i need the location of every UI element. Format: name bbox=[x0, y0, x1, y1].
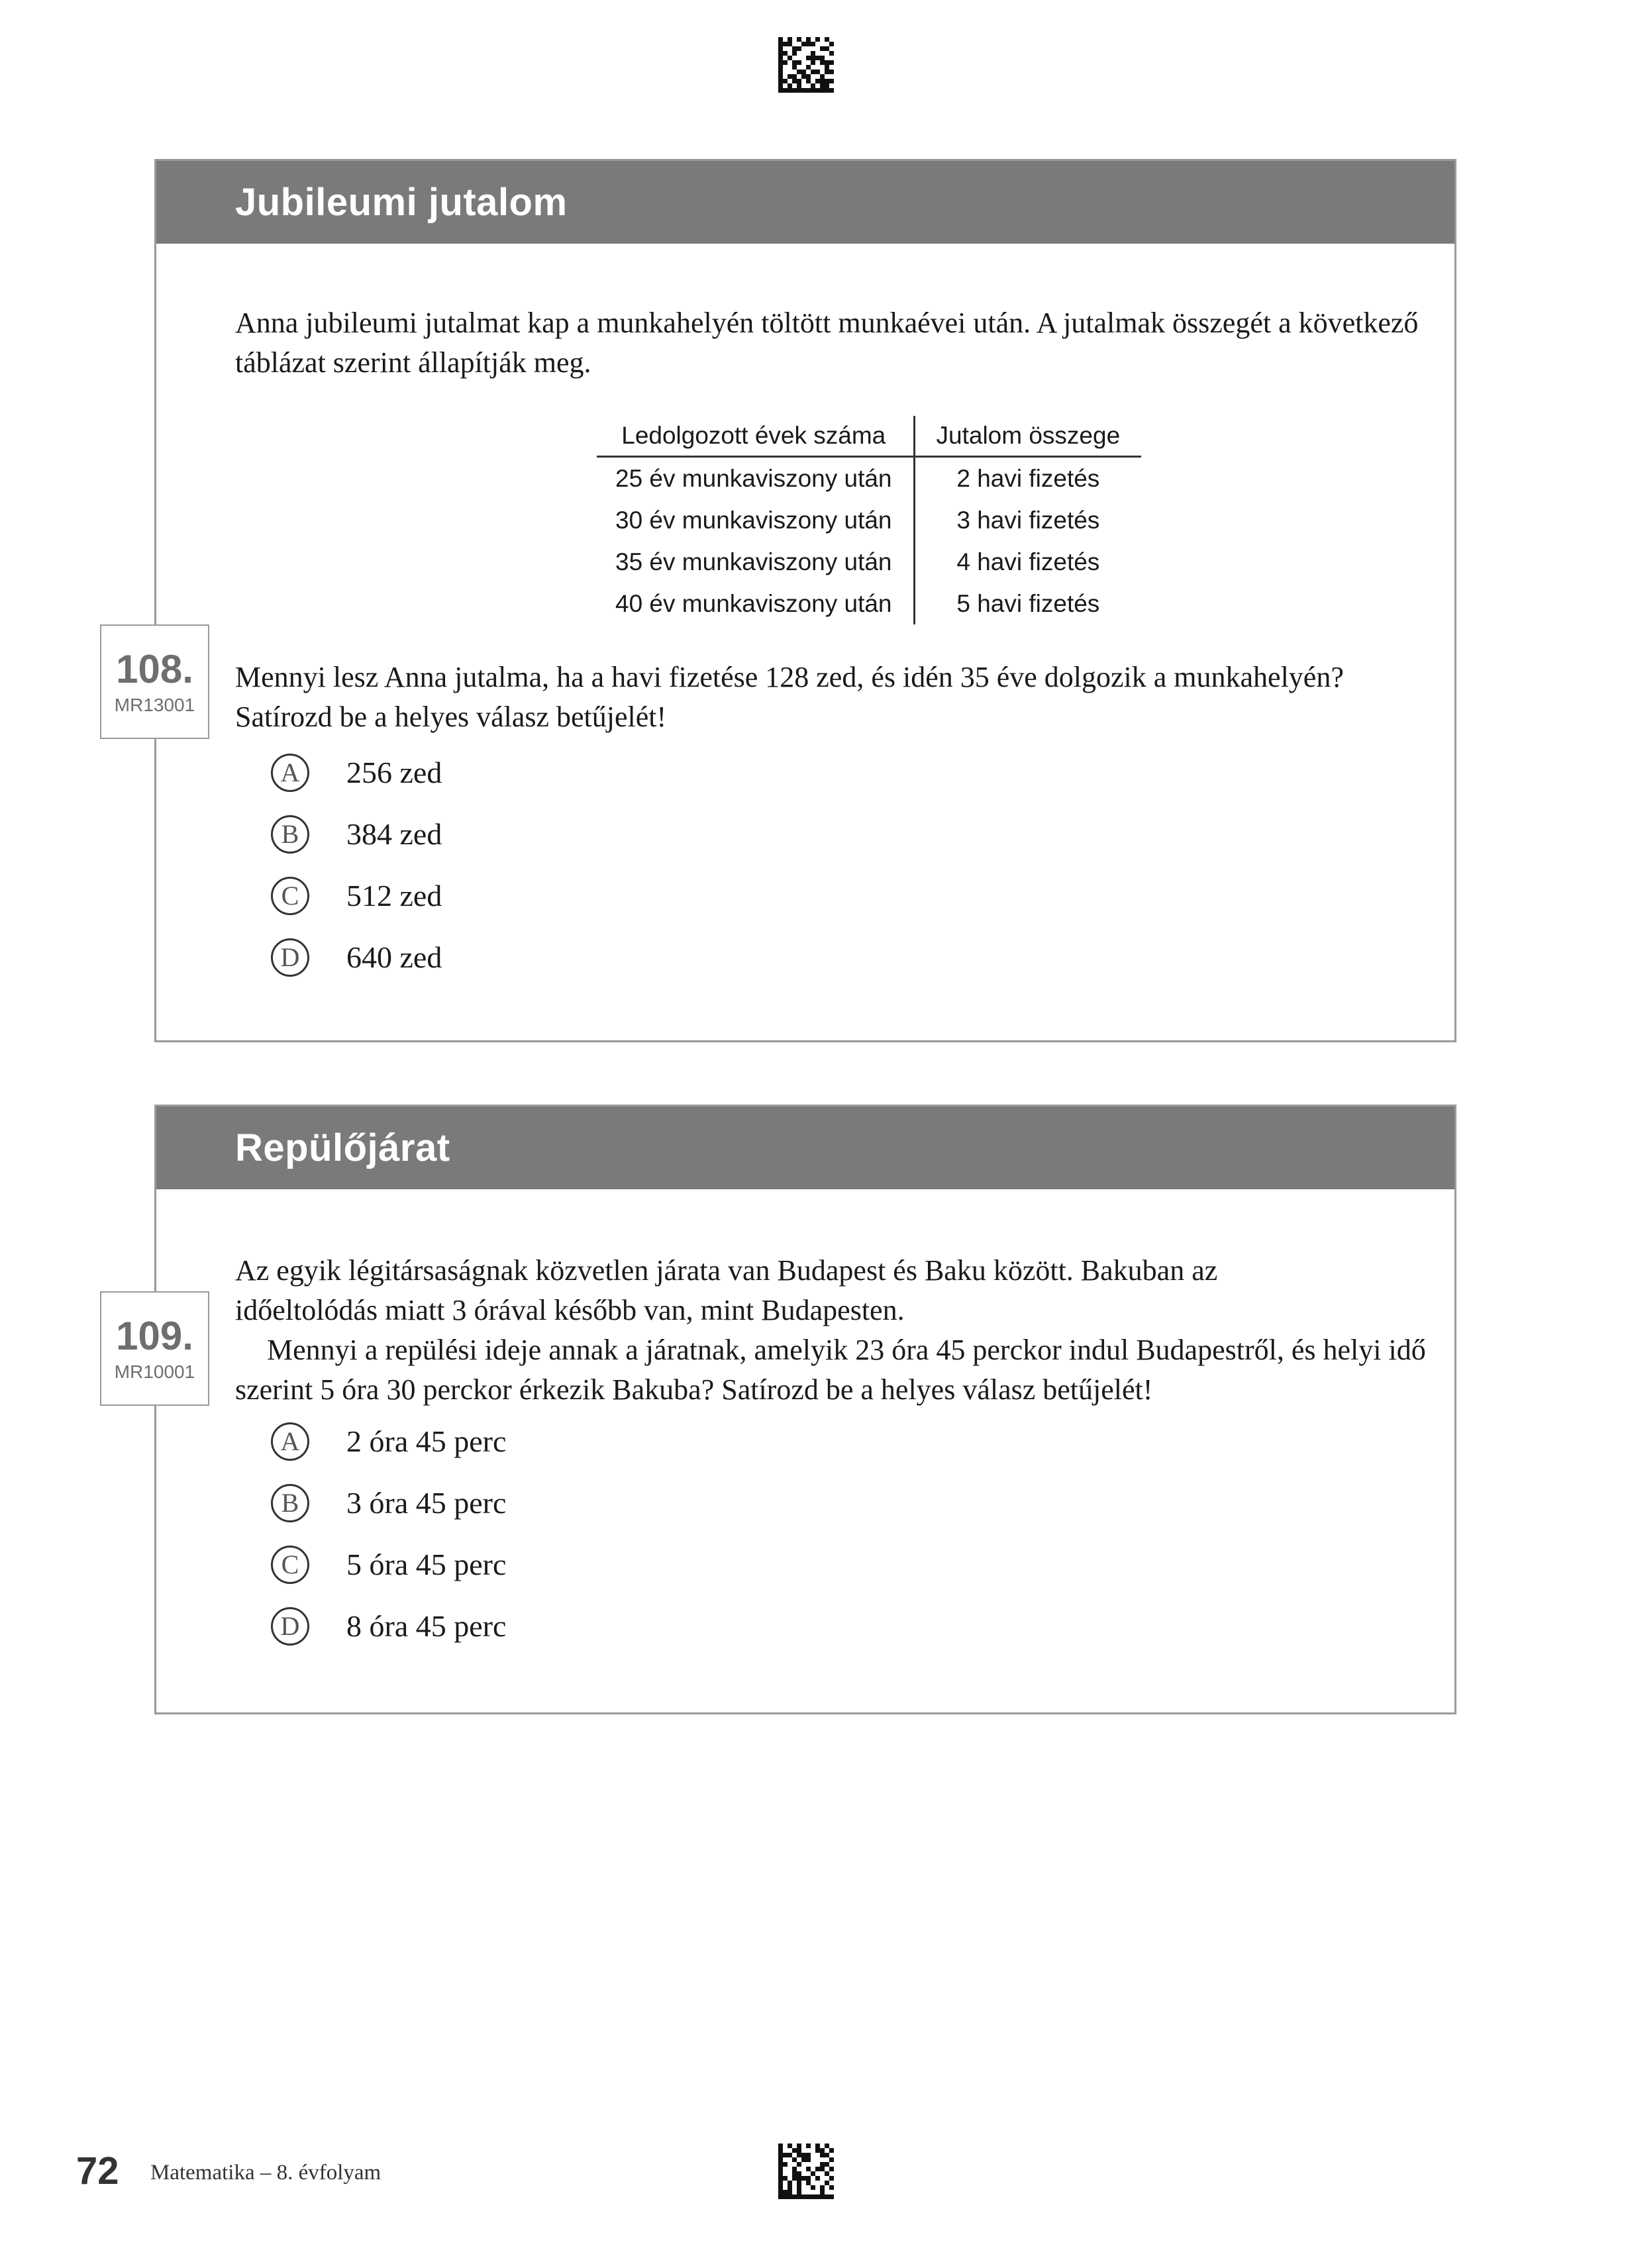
table-header-row bbox=[597, 416, 1141, 457]
answer-option-d[interactable] bbox=[271, 1595, 506, 1657]
reward-table bbox=[597, 416, 1141, 624]
intro-text: Anna jubileumi jutalmat kap a munkahelyén töltött munkaévei után. A jutalmak összegét a következő táblázat szerint állapítják meg. bbox=[235, 307, 1419, 379]
footer-title: Matematika – 8. évfolyam bbox=[150, 2161, 382, 2185]
qr-code-icon bbox=[778, 37, 834, 93]
answer-bubble-b[interactable]: B bbox=[271, 815, 309, 854]
answer-text: 256 zed bbox=[346, 756, 442, 789]
answer-text: 640 zed bbox=[346, 940, 442, 974]
question-code: MR13001 bbox=[114, 695, 195, 715]
answer-option-d[interactable] bbox=[271, 926, 442, 988]
answer-option-a[interactable] bbox=[271, 1410, 506, 1472]
answer-bubble-d[interactable]: D bbox=[271, 1607, 309, 1646]
table-row bbox=[597, 583, 1141, 624]
answer-text: 2 óra 45 perc bbox=[346, 1424, 507, 1458]
answer-text: 8 óra 45 perc bbox=[346, 1609, 507, 1643]
table-cell: 25 év munkaviszony után bbox=[597, 457, 914, 500]
task-section-jubileumi-jutalom bbox=[154, 159, 1456, 1042]
answer-options-109 bbox=[271, 1410, 506, 1657]
answer-option-b[interactable] bbox=[271, 803, 442, 865]
table-row bbox=[597, 499, 1141, 541]
answer-text: 3 óra 45 perc bbox=[346, 1486, 507, 1520]
question-number-box bbox=[100, 1291, 209, 1406]
task-intro bbox=[235, 303, 1435, 383]
table-cell: 30 év munkaviszony után bbox=[597, 499, 914, 541]
table-cell: 5 havi fizetés bbox=[956, 589, 1100, 617]
answer-bubble-d[interactable]: D bbox=[271, 938, 309, 977]
answer-option-a[interactable] bbox=[271, 742, 442, 803]
answer-options-108 bbox=[271, 742, 442, 988]
answer-bubble-c[interactable]: C bbox=[271, 877, 309, 915]
question-text-108 bbox=[235, 658, 1435, 737]
question-number: 109. bbox=[116, 1314, 193, 1358]
table-row bbox=[597, 541, 1141, 583]
answer-option-c[interactable] bbox=[271, 1534, 506, 1595]
answer-bubble-c[interactable]: C bbox=[271, 1546, 309, 1584]
column-header: Ledolgozott évek száma bbox=[597, 416, 914, 457]
answer-option-c[interactable] bbox=[271, 865, 442, 926]
question-number: 108. bbox=[116, 647, 193, 691]
page-number: 72 bbox=[76, 2149, 119, 2193]
question-number-box bbox=[100, 624, 209, 739]
answer-bubble-a[interactable]: A bbox=[271, 1422, 309, 1461]
task-section-repulojarat bbox=[154, 1105, 1456, 1714]
table-cell: 2 havi fizetés bbox=[956, 464, 1100, 492]
question-text: Mennyi a repülési ideje annak a járatnak, amelyik 23 óra 45 perckor indul Budapestről, és helyi idő szerint 5 óra 30 perckor érkezik Bakuba? Satírozd be a helyes válasz betűjelét! bbox=[235, 1334, 1426, 1406]
qr-code-icon bbox=[778, 2144, 834, 2199]
table-cell: 3 havi fizetés bbox=[956, 506, 1100, 534]
question-text: Mennyi lesz Anna jutalma, ha a havi fizetése 128 zed, és idén 35 éve dolgozik a munkahelyén? Satírozd be a helyes válasz betűjelét! bbox=[235, 661, 1344, 733]
answer-text: 384 zed bbox=[346, 817, 442, 851]
question-text-109 bbox=[235, 1330, 1435, 1410]
section-title: Jubileumi jutalom bbox=[156, 161, 1454, 244]
answer-text: 512 zed bbox=[346, 879, 442, 912]
answer-bubble-b[interactable]: B bbox=[271, 1484, 309, 1522]
intro-text: Az egyik légitársaságnak közvetlen járata van Budapest és Baku között. Bakuban az időeltolódás miatt 3 órával később van, mint Budapesten. bbox=[235, 1254, 1218, 1326]
task-intro bbox=[235, 1251, 1289, 1330]
question-code: MR10001 bbox=[114, 1361, 195, 1382]
table-cell: 40 év munkaviszony után bbox=[597, 583, 914, 624]
table-cell: 4 havi fizetés bbox=[956, 548, 1100, 575]
section-title: Repülőjárat bbox=[156, 1107, 1454, 1189]
answer-text: 5 óra 45 perc bbox=[346, 1548, 507, 1581]
column-header: Jutalom összege bbox=[914, 416, 1141, 457]
table-row bbox=[597, 457, 1141, 500]
answer-bubble-a[interactable]: A bbox=[271, 754, 309, 792]
table-cell: 35 év munkaviszony után bbox=[597, 541, 914, 583]
answer-option-b[interactable] bbox=[271, 1472, 506, 1534]
